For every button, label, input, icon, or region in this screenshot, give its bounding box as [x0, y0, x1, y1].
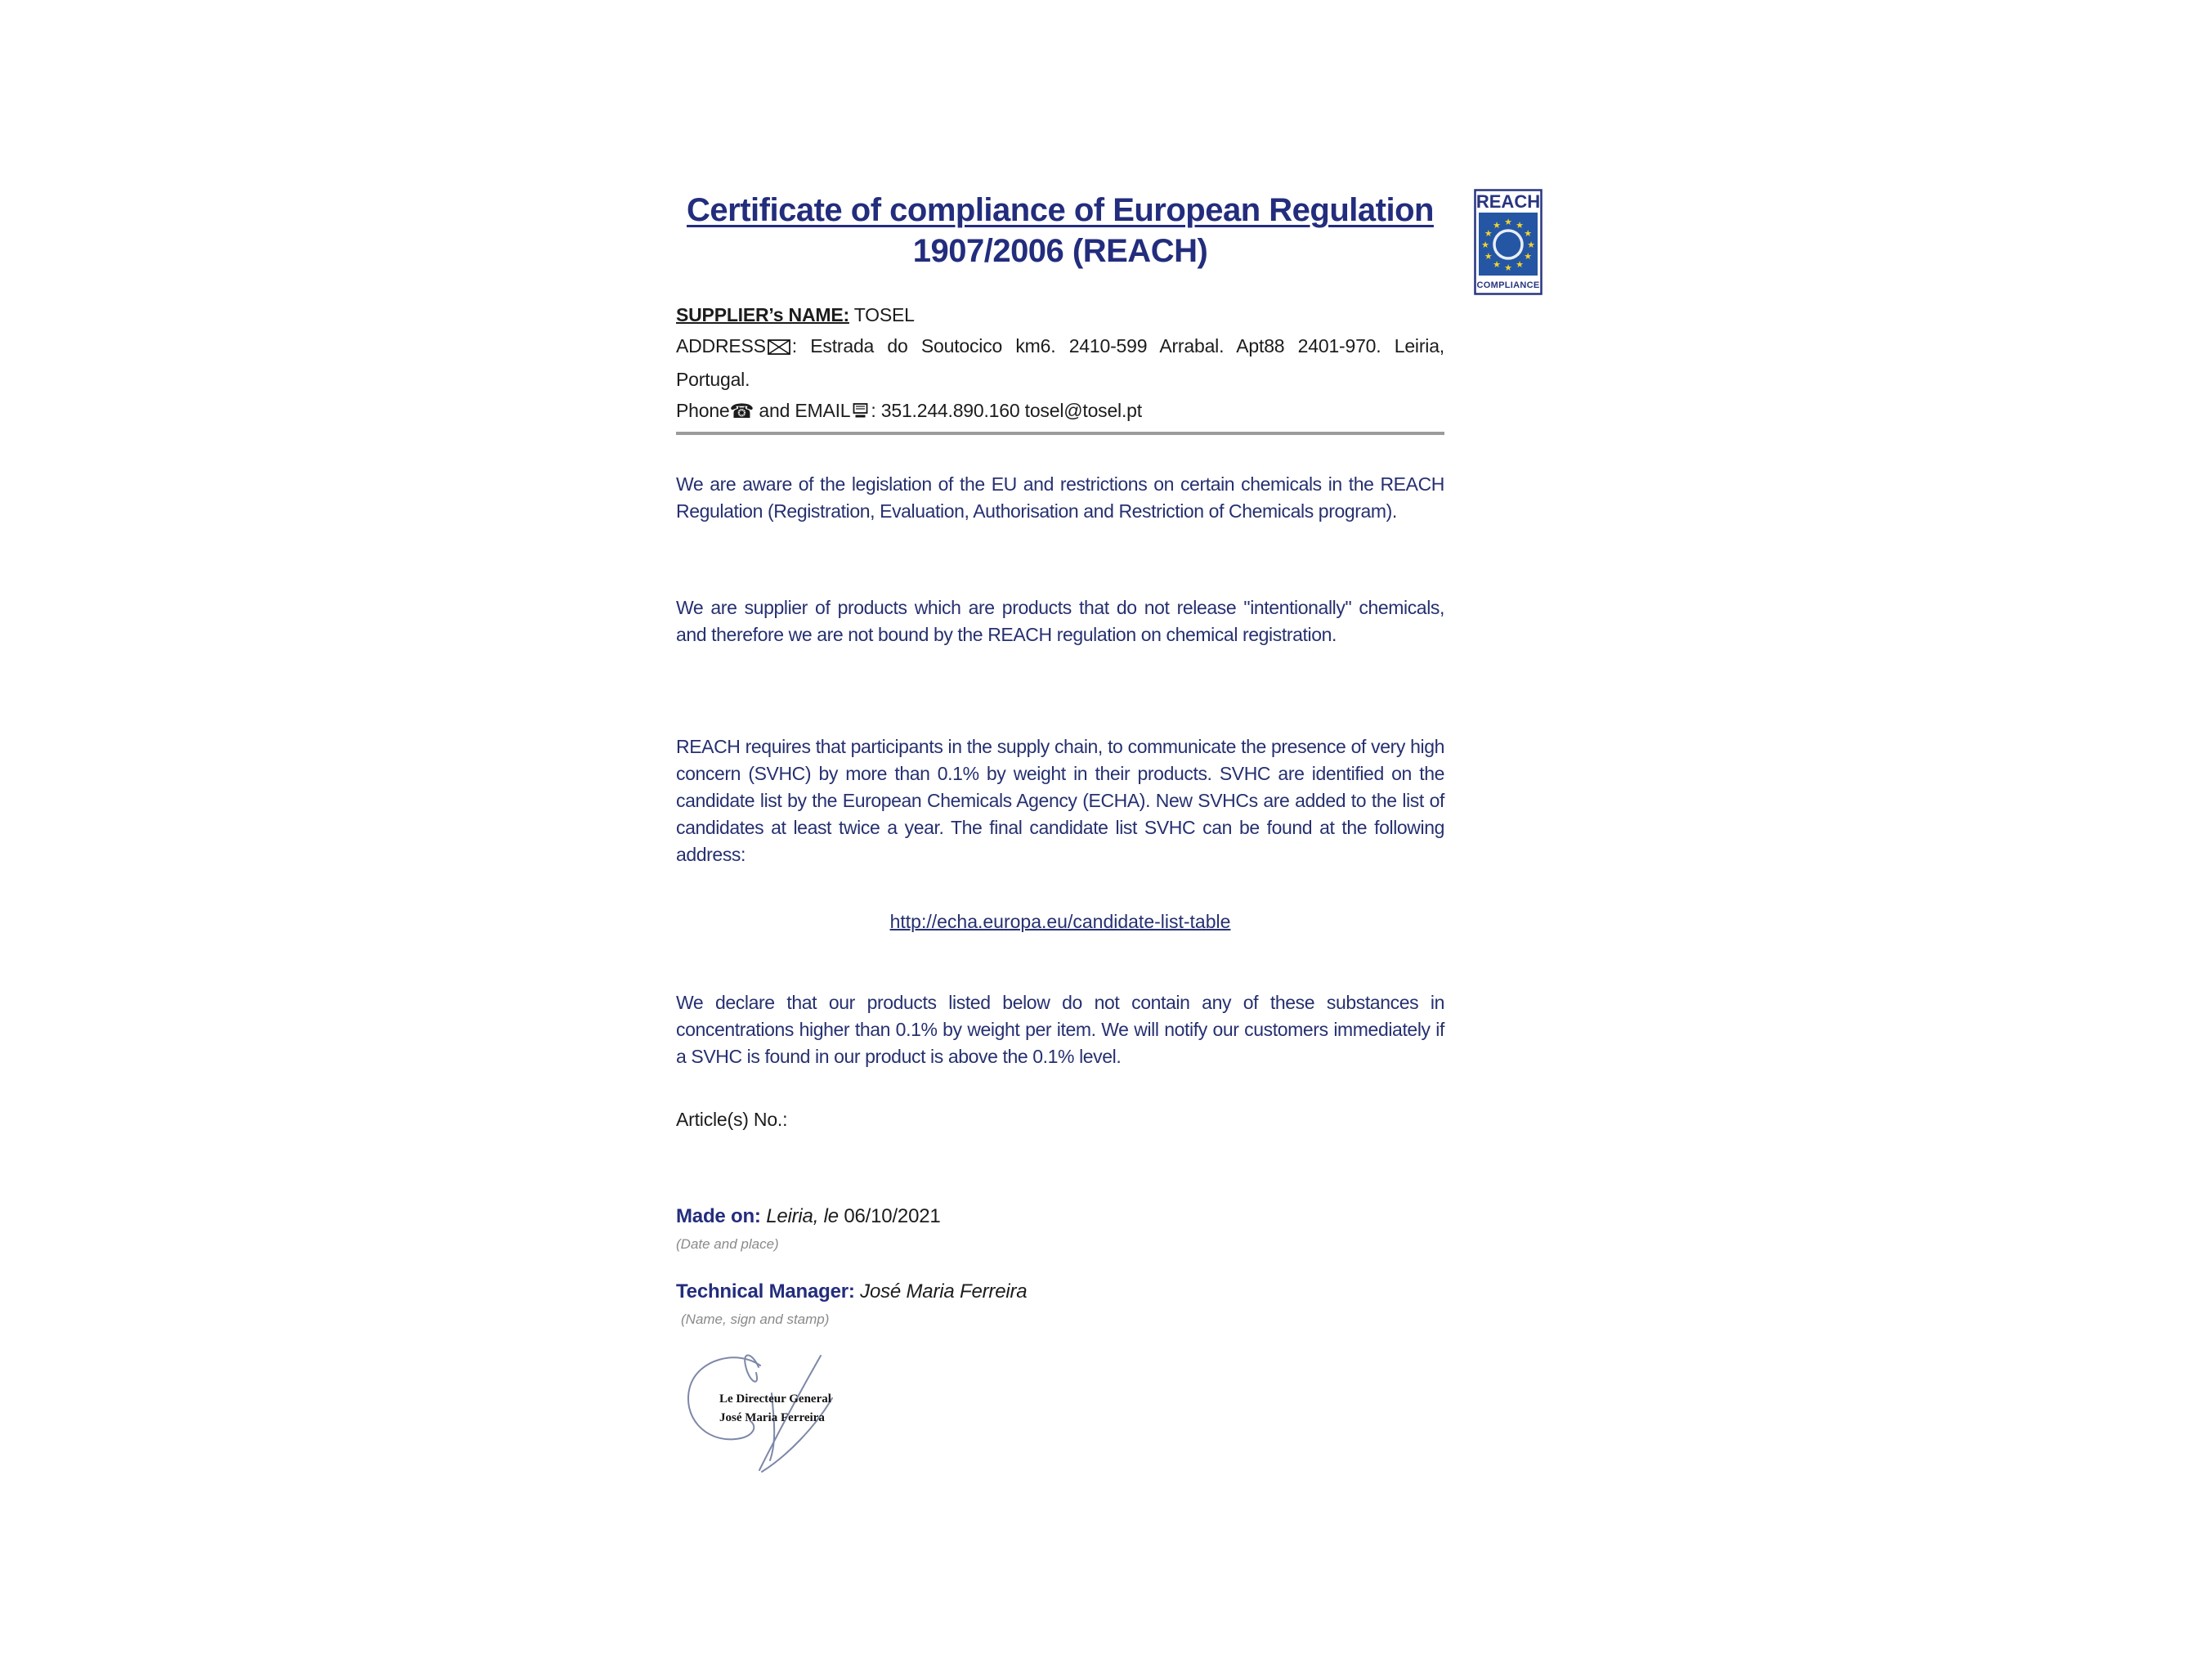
technical-manager-line [676, 1280, 1444, 1303]
svg-text:★: ★ [1493, 219, 1501, 231]
paragraph-svhc-requirement: REACH requires that participants in the supply chain, to communicate the presence of very high concern (SVHC) by more than 0.1% by weight in their products. SVHC are identified on the candidate list by the European Chemicals Agency (ECHA). New SVHCs are added to the list of candidates at least twice a year. The final candidate list SVHC can be found at the following address: [676, 736, 1444, 865]
reach-compliance-logo [1474, 189, 1543, 299]
address-value: : Estrada do Soutocico km6. 2410-599 Arrabal. Apt88 2401-970. Leiria, [791, 335, 1444, 356]
svg-text:★: ★ [1524, 228, 1533, 239]
address-label: ADDRESS [676, 335, 766, 356]
technical-manager-label: Technical Manager: [676, 1280, 855, 1303]
supplier-phone-line [676, 395, 1444, 428]
page-title-line2: 1907/2006 (REACH) [912, 233, 1208, 269]
phone-value: : 351.244.890.160 tosel@tosel.pt [871, 400, 1142, 421]
name-sign-stamp-note: (Name, sign and stamp) [681, 1312, 830, 1327]
supplier-block [676, 299, 1444, 428]
supplier-name-label: SUPPLIER’s NAME: [676, 304, 849, 325]
made-on-line [676, 1205, 1444, 1228]
paragraph-awareness: We are aware of the legislation of the EU and restrictions on certain chemicals in the REACH Regulation (Registration, Evaluation, Authorisation and Restriction of Chemicals program). [676, 473, 1444, 522]
reach-logo-top-text: REACH [1475, 191, 1541, 212]
made-on-label: Made on: [676, 1205, 761, 1227]
phone-mid: and EMAIL [754, 400, 851, 421]
paragraph-supplier-statement: We are supplier of products which are products that do not release "intentionally" chemicals, and therefore we are not bound by the REACH regulation on chemical registration. [676, 597, 1444, 645]
phone-icon: ☎ [729, 400, 754, 423]
candidate-list-link[interactable]: http://echa.europa.eu/candidate-list-table [889, 911, 1231, 932]
svg-text:★: ★ [1504, 217, 1512, 227]
envelope-icon [768, 333, 790, 364]
signature-text-block [719, 1390, 932, 1428]
svg-text:★: ★ [1481, 240, 1489, 250]
svg-text:★: ★ [1527, 240, 1535, 250]
paragraph-declaration: We declare that our products listed below do not contain any of these substances in concentrations higher than 0.1% by weight per item. We will notify our customers immediately if a SVHC is found in our product is above the 0.1% level. [676, 992, 1444, 1067]
divider-rule [676, 432, 1444, 435]
page-title [676, 190, 1444, 271]
reach-logo-bottom-text: COMPLIANCE [1476, 280, 1540, 290]
svg-text:★: ★ [1504, 262, 1512, 273]
signature-title: Le Directeur General [719, 1392, 831, 1406]
svg-text:★: ★ [1493, 259, 1501, 271]
computer-icon [852, 397, 869, 428]
svg-text:★: ★ [1516, 219, 1524, 231]
made-on-place: Leiria, le [760, 1205, 844, 1227]
date-place-note: (Date and place) [676, 1236, 779, 1252]
svg-text:★: ★ [1484, 228, 1493, 239]
supplier-address-line [676, 330, 1444, 395]
technical-manager-value: José Maria Ferreira [854, 1280, 1028, 1303]
supplier-name-value: TOSEL [849, 304, 915, 325]
phone-label: Phone [676, 400, 730, 421]
signature-name: José Maria Ferreira [719, 1411, 825, 1424]
candidate-list-link-line [676, 911, 1444, 933]
svg-text:★: ★ [1524, 251, 1533, 262]
article-no-label: Article(s) No.: [676, 1109, 788, 1130]
page-title-line1: Certificate of compliance of European Regulation [687, 192, 1434, 228]
made-on-date: 06/10/2021 [844, 1205, 941, 1227]
svg-text:★: ★ [1516, 259, 1524, 271]
svg-text:★: ★ [1484, 251, 1493, 262]
supplier-name-line [676, 299, 1444, 330]
address-line2: Portugal. [676, 369, 750, 390]
supplier-address-first-line [676, 330, 1444, 364]
reach-logo-graphic [1474, 189, 1543, 295]
